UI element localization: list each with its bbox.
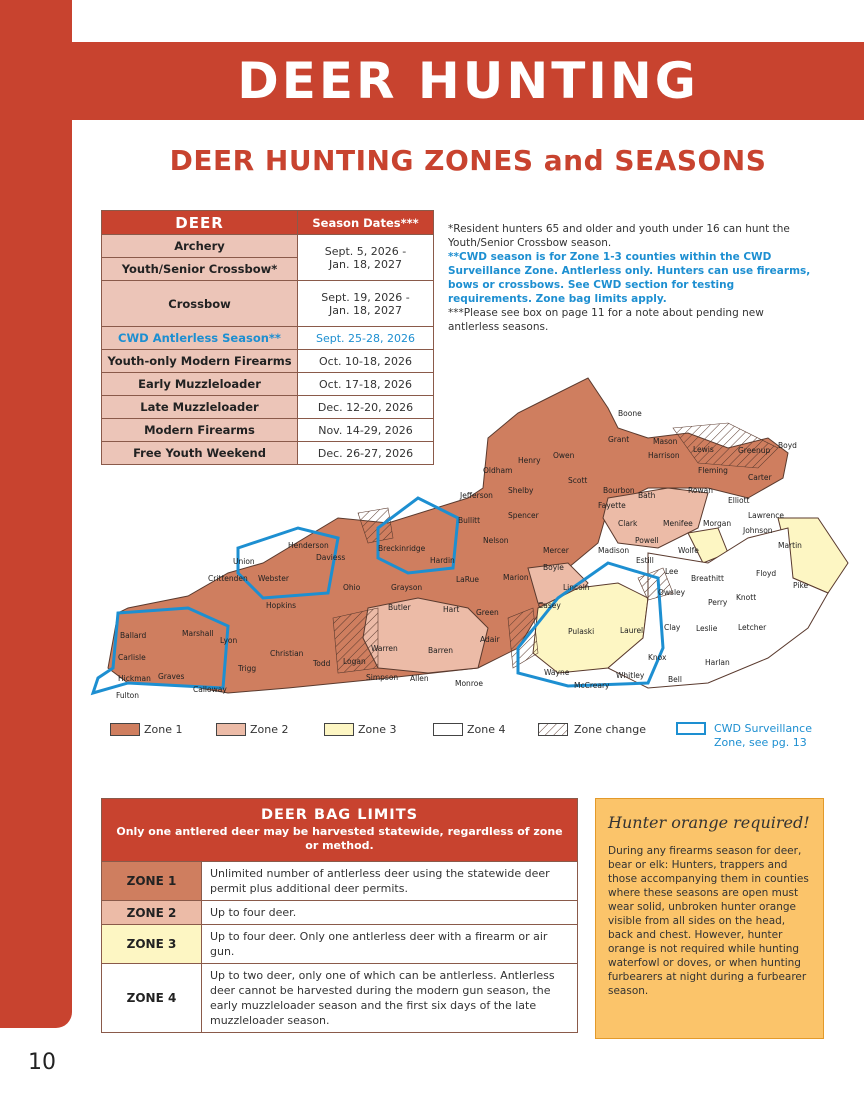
county-label: Pike: [793, 581, 809, 590]
season-name: Crossbow: [102, 281, 298, 327]
county-label: Scott: [568, 476, 588, 485]
section-title: DEER HUNTING ZONES and SEASONS: [169, 144, 767, 177]
county-label: LaRue: [456, 575, 480, 584]
county-label: Marion: [503, 573, 529, 582]
zone-change-region: [508, 608, 538, 668]
season-name: Early Muzzleloader: [102, 373, 298, 396]
county-label: Warren: [371, 644, 398, 653]
season-name: CWD Antlerless Season**: [102, 327, 298, 350]
season-dates: [298, 281, 434, 327]
county-label: Spencer: [508, 511, 539, 520]
legend-cwd-swatch: [676, 722, 706, 735]
legend-cwd-label: CWD Surveillance Zone, see pg. 13: [714, 722, 812, 749]
zone-limit: Up to four deer. Only one antlerless deer with a firearm or air gun.: [202, 925, 577, 963]
season-name: Youth-only Modern Firearms: [102, 350, 298, 373]
table-row: [102, 900, 577, 924]
county-label: Lawrence: [748, 511, 784, 520]
page-number: 10: [28, 1050, 56, 1075]
seasons-header-row: [102, 211, 434, 235]
legend-label: Zone 2: [250, 723, 289, 736]
county-label: Monroe: [455, 679, 483, 688]
county-label: Morgan: [703, 519, 732, 528]
county-label: Boyle: [543, 563, 564, 572]
legend-label: Zone 4: [467, 723, 506, 736]
table-row: [102, 963, 577, 1032]
county-label: Todd: [313, 659, 331, 668]
county-label: Bullitt: [458, 516, 481, 525]
bag-limits-table: [101, 798, 578, 1033]
zone-label: ZONE 2: [102, 901, 202, 924]
county-label: Barren: [428, 646, 453, 655]
county-label: Graves: [158, 672, 185, 681]
season-dates-line: Sept. 5, 2026 -: [324, 244, 407, 258]
county-label: Shelby: [508, 486, 534, 495]
county-label: Grayson: [391, 583, 423, 592]
county-label: Lincoln: [563, 583, 590, 592]
table-row: [102, 924, 577, 963]
county-label: Logan: [343, 657, 366, 666]
season-dates: Dec. 12-20, 2026: [298, 396, 434, 419]
county-label: Knox: [648, 653, 667, 662]
county-label: Martin: [778, 541, 802, 550]
county-label: Trigg: [238, 664, 257, 673]
county-label: Knott: [736, 593, 757, 602]
county-label: Elliott: [728, 496, 750, 505]
county-label: Wayne: [544, 668, 570, 677]
county-label: Breckinridge: [378, 544, 426, 553]
bag-limits-subtitle: Only one antlered deer may be harvested statewide, regardless of zone or method.: [116, 825, 563, 852]
season-dates-line: Jan. 18, 2027: [329, 257, 402, 271]
county-label: Henderson: [288, 541, 329, 550]
bag-limits-header: [102, 799, 577, 861]
county-label: Hickman: [118, 674, 151, 683]
seasons-header-deer: DEER: [102, 211, 298, 235]
zone-limit: Up to two deer, only one of which can be antlerless. Antlerless deer cannot be harvested during the modern gun season, the early muzzleloader season and the first six days of the late muzzleloader season.: [202, 964, 577, 1032]
county-label: Bourbon: [603, 486, 635, 495]
zone-label: ZONE 1: [102, 862, 202, 900]
county-label: Fayette: [598, 501, 626, 510]
table-row: [102, 281, 434, 327]
county-label: Whitley: [616, 671, 645, 680]
hunter-orange-title: Hunter orange required!: [608, 813, 810, 832]
table-row: [102, 327, 434, 350]
county-label: Fleming: [698, 466, 728, 475]
county-label: Hart: [443, 605, 460, 614]
county-label: Ballard: [120, 631, 147, 640]
season-dates: Dec. 26-27, 2026: [298, 442, 434, 465]
county-label: Allen: [410, 674, 429, 683]
county-label: Letcher: [738, 623, 767, 632]
season-dates-line: Jan. 18, 2027: [329, 303, 402, 317]
legend-swatch: [324, 723, 354, 736]
legend-hatch-swatch: [538, 723, 568, 736]
county-label: Carlisle: [118, 653, 146, 662]
season-name: Late Muzzleloader: [102, 396, 298, 419]
county-label: Hopkins: [266, 601, 297, 610]
county-label: Floyd: [756, 569, 777, 578]
county-label: Fulton: [116, 691, 140, 700]
county-label: Jefferson: [460, 491, 493, 500]
county-label: Henry: [518, 456, 541, 465]
county-label: Daviess: [316, 553, 346, 562]
county-label: Harlan: [705, 658, 730, 667]
county-label: Mercer: [543, 546, 569, 555]
county-label: Union: [233, 557, 255, 566]
zone-label: ZONE 3: [102, 925, 202, 963]
county-label: Johnson: [743, 526, 773, 535]
table-row: [102, 235, 434, 258]
county-label: Green: [476, 608, 499, 617]
title-banner: [72, 42, 864, 120]
note-pending: ***Please see box on page 11 for a note about pending new antlerless seasons.: [448, 307, 764, 333]
county-label: Madison: [598, 546, 630, 555]
county-label: Crittenden: [208, 574, 248, 583]
county-label: Lee: [665, 567, 679, 576]
page-title: DEER HUNTING: [237, 52, 699, 110]
county-label: Boone: [618, 409, 642, 418]
county-label: Perry: [708, 598, 728, 607]
table-row: [102, 861, 577, 900]
legend-swatch: [433, 723, 463, 736]
note-resident: *Resident hunters 65 and older and youth under 16 can hunt the Youth/Senior Crossbow season.: [448, 223, 790, 249]
season-name: Free Youth Weekend: [102, 442, 298, 465]
county-label: Bell: [668, 675, 682, 684]
county-label: Adair: [480, 635, 500, 644]
legend-swatch: [216, 723, 246, 736]
county-label: McCreary: [574, 681, 610, 690]
county-label: Owsley: [658, 588, 686, 597]
county-label: Laurel: [620, 626, 644, 635]
county-label: Lewis: [693, 445, 714, 454]
seasons-header-dates: Season Dates***: [298, 211, 434, 235]
season-dates: Oct. 10-18, 2026: [298, 350, 434, 373]
county-label: Marshall: [182, 629, 214, 638]
county-label: Breathitt: [691, 574, 724, 583]
county-label: Ohio: [343, 583, 361, 592]
county-label: Wolfe: [678, 546, 699, 555]
note-cwd: **CWD season is for Zone 1-3 counties within the CWD Surveillance Zone. Antlerless only. Hunters can use firearms, bows or crossbows. See CWD section for testing requirements. Zone bag limits apply.: [448, 251, 811, 305]
season-dates: Nov. 14-29, 2026: [298, 419, 434, 442]
county-label: Clay: [664, 623, 681, 632]
legend-swatch: [110, 723, 140, 736]
season-dates-line: Sept. 19, 2026 -: [321, 290, 410, 304]
county-label: Webster: [258, 574, 289, 583]
county-label: Christian: [270, 649, 304, 658]
county-label: Butler: [388, 603, 411, 612]
county-label: Grant: [608, 435, 630, 444]
county-label: Menifee: [663, 519, 693, 528]
zone-label: ZONE 4: [102, 964, 202, 1032]
county-label: Powell: [635, 536, 659, 545]
season-notes: [448, 222, 818, 334]
county-label: Carter: [748, 473, 772, 482]
kentucky-zone-map: [88, 368, 858, 708]
hunter-orange-box: [595, 798, 824, 1039]
legend-label: Zone 1: [144, 723, 183, 736]
season-name: Archery: [102, 235, 298, 258]
hunter-orange-body: During any firearms season for deer, bear or elk: Hunters, trappers and those accompanying them in counties where these seasons are open must wear solid, unbroken hunter orange visible from all sides on the head, back and chest. However, hunter orange is not required while hunting waterfowl or doves, or when hunting furbearers at night during a furbearer season.: [608, 845, 809, 997]
zone-limit: Unlimited number of antlerless deer using the statewide deer permit plus additional deer permits.: [202, 862, 577, 900]
county-label: Clark: [618, 519, 638, 528]
county-label: Leslie: [696, 624, 718, 633]
season-dates: [298, 235, 434, 281]
zone2-region: [363, 598, 488, 673]
county-label: Calloway: [193, 685, 227, 694]
season-dates: Sept. 25-28, 2026: [298, 327, 434, 350]
season-name: Youth/Senior Crossbow*: [102, 258, 298, 281]
county-label: Hardin: [430, 556, 455, 565]
county-label: Casey: [538, 601, 561, 610]
bag-limits-title: DEER BAG LIMITS: [260, 807, 419, 823]
county-label: Estill: [636, 556, 654, 565]
season-name: Modern Firearms: [102, 419, 298, 442]
county-label: Boyd: [778, 441, 797, 450]
zone-limit: Up to four deer.: [202, 901, 577, 924]
season-dates: Oct. 17-18, 2026: [298, 373, 434, 396]
county-label: Simpson: [366, 673, 399, 682]
county-label: Pulaski: [568, 627, 595, 636]
legend-label: Zone change: [574, 723, 646, 736]
county-label: Nelson: [483, 536, 509, 545]
county-label: Mason: [653, 437, 678, 446]
county-label: Lyon: [220, 636, 238, 645]
county-label: Oldham: [483, 466, 513, 475]
county-label: Harrison: [648, 451, 680, 460]
county-label: Bath: [638, 491, 656, 500]
county-label: Owen: [553, 451, 575, 460]
legend-label: Zone 3: [358, 723, 397, 736]
side-accent-bar: [0, 0, 72, 1028]
county-label: Rowan: [688, 486, 713, 495]
county-label: Greenup: [738, 446, 771, 455]
